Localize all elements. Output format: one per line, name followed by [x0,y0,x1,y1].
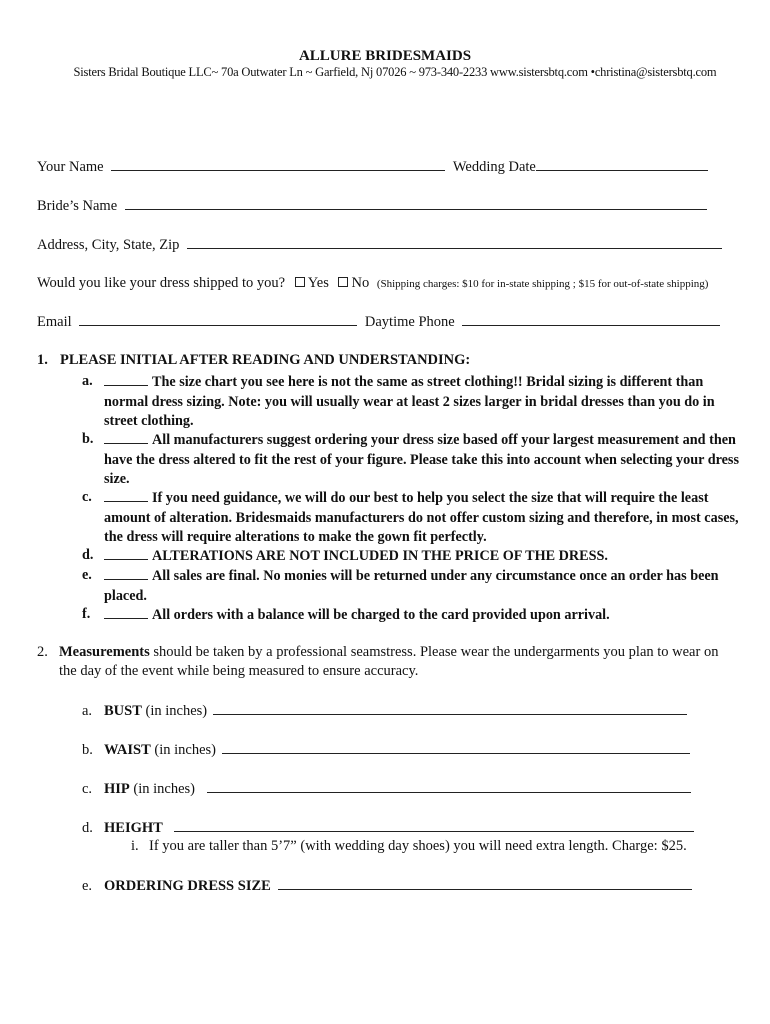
daytime-phone-label: Daytime Phone [364,314,455,330]
item-text: All orders with a balance will be charged to the card provided upon arrival. [104,605,749,626]
height-row: d. HEIGHT [82,819,694,837]
initial-blank-c[interactable] [104,488,148,502]
shipping-question: Would you like your dress shipped to you? [37,275,286,291]
email-input-line[interactable] [79,313,357,326]
waist-input-line[interactable] [222,741,690,754]
daytime-phone-input-line[interactable] [462,313,720,326]
your-name-row [37,158,708,176]
item-letter: a. [82,373,93,389]
brides-name-input-line[interactable] [125,197,707,210]
item-letter: d. [82,547,94,563]
wedding-date-input-line[interactable] [536,158,708,171]
item-letter: f. [82,606,91,622]
address-label: Address, City, State, Zip [37,237,180,253]
address-row [37,236,722,254]
section-2-number: 2. [37,644,48,660]
item-letter: b. [82,431,94,447]
initial-blank-f[interactable] [104,605,148,619]
bust-row: a. BUST (in inches) [82,702,687,720]
waist-row: b. WAIST (in inches) [82,741,690,759]
item-text: ALTERATIONS ARE NOT INCLUDED IN THE PRICE OF THE DRESS. [104,546,749,567]
ordering-size-input-line[interactable] [278,877,692,890]
shipping-row [37,275,708,292]
email-label: Email [37,314,72,330]
address-input-line[interactable] [187,236,722,249]
section-2-intro-line2: the day of the event while being measured to ensure accuracy. [59,663,419,679]
section-1-number: 1. [37,352,48,368]
initial-blank-a[interactable] [104,372,148,386]
ordering-size-row: e. ORDERING DRESS SIZE [82,877,692,895]
section-1-heading: PLEASE INITIAL AFTER READING AND UNDERSTANDING: [60,352,471,368]
initial-blank-d[interactable] [104,546,148,560]
your-name-label: Your Name [37,159,104,175]
shipping-charges-note: (Shipping charges: $10 for in-state shipping ; $15 for out-of-state shipping) [376,278,709,290]
initial-blank-e[interactable] [104,566,148,580]
yes-label: Yes [307,275,329,291]
item-text: All sales are final. No monies will be returned under any circumstance once an order has been placed. [104,568,719,604]
bust-input-line[interactable] [213,702,687,715]
yes-checkbox[interactable] [295,277,305,287]
item-letter: e. [82,567,92,583]
section-2-intro-line1: Measurements should be taken by a professional seamstress. Please wear the undergarments you plan to wear on [59,644,719,660]
item-text: If you need guidance, we will do our best to help you select the size that will require the least amount of alteration. Bridesmaids manufacturers do not offer custom sizing and therefore, in most cases, the dress will require alterations to make the gown fit perfectly. [104,490,739,545]
height-input-line[interactable] [174,819,694,832]
height-note: i. If you are taller than 5’7” (with wedding day shoes) you will need extra length. Charge: $25. [131,838,687,854]
form-title: ALLURE BRIDESMAIDS [298,48,472,64]
brides-name-label: Bride’s Name [37,198,118,214]
item-text: All manufacturers suggest ordering your dress size based off your largest measurement and then have the dress altered to fit the rest of your figure. Please take this into account when selecting your dress size. [104,432,739,487]
hip-input-line[interactable] [207,780,691,793]
email-row [37,313,720,331]
wedding-date-label: Wedding Date [452,159,536,175]
boutique-contact-line: Sisters Bridal Boutique LLC~ 70a Outwater Ln ~ Garfield, Nj 07026 ~ 973-340-2233 www.sistersbtq.com •christina@sistersbtq.com [73,65,717,79]
your-name-input-line[interactable] [111,158,445,171]
no-checkbox[interactable] [338,277,348,287]
item-letter: c. [82,489,92,505]
item-text: The size chart you see here is not the same as street clothing!! Bridal sizing is different than normal dress sizing. Note: you will usually wear at least 2 sizes larger in bridal dresses than you do in street clothing. [104,374,715,429]
no-label: No [351,275,370,291]
brides-name-row [37,197,707,215]
hip-row: c. HIP (in inches) [82,780,691,798]
initial-blank-b[interactable] [104,430,148,444]
